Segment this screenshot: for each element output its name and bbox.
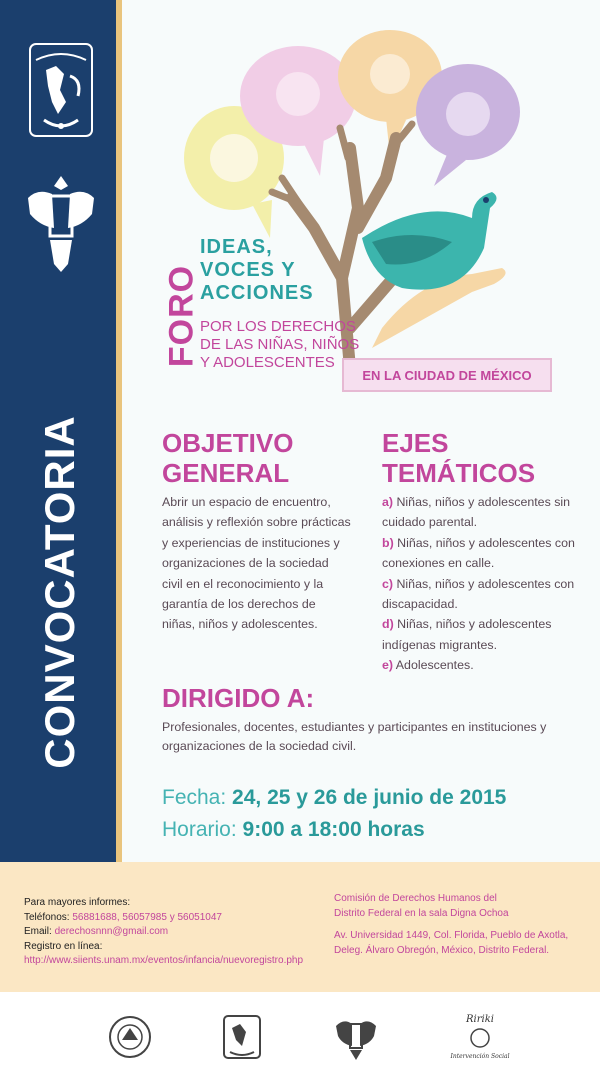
ejes-item-text: Adolescentes. xyxy=(395,658,474,673)
ejes-list xyxy=(382,492,582,676)
venue-block xyxy=(334,892,584,958)
title-line-1: IDEAS, xyxy=(200,236,273,258)
subtitle-line-1: POR LOS DERECHOS xyxy=(200,318,356,335)
cdhdf-logo-icon xyxy=(106,1010,154,1064)
fecha-value: 24, 25 y 26 de junio de 2015 xyxy=(232,786,507,809)
ejes-heading-line-2: TEMÁTICOS xyxy=(382,458,536,488)
email-label: Email: xyxy=(24,926,52,937)
unam-crest-icon xyxy=(26,40,96,140)
contact-intro: Para mayores informes: xyxy=(24,897,131,908)
ejes-item-text: Niñas, niños y adolescentes sin cuidado parental. xyxy=(382,495,571,530)
title-line-2: VOCES Y xyxy=(200,259,296,281)
registro-label: Registro en línea: xyxy=(24,940,103,952)
contact-phones xyxy=(24,911,324,926)
ejes-item-letter: a) xyxy=(382,495,394,509)
ejes-item-letter: b) xyxy=(382,535,394,550)
unam-logo-icon xyxy=(218,1010,266,1064)
info-footer xyxy=(0,862,600,992)
phones-label: Teléfonos: xyxy=(24,911,70,923)
city-box xyxy=(342,358,552,392)
side-band xyxy=(0,0,122,862)
ejes-item xyxy=(382,574,582,615)
objetivo-heading xyxy=(162,428,293,488)
eagle-crest-icon xyxy=(24,168,98,276)
objetivo-body: Abrir un espacio de encuentro, análisis y reflexión sobre prácticas y experiencias de instituciones y organizaciones de la sociedad civil en el reconocimiento y la garantía de los derechos de niñas, niños y adolescentes. xyxy=(162,495,351,632)
ejes-item-text: Niñas, niños y adolescentes indígenas migrantes. xyxy=(382,617,552,652)
ririki-bottom-text: Intervención Social xyxy=(450,1053,510,1060)
objetivo-heading-line-1: OBJETIVO xyxy=(162,428,294,458)
subtitle-line-2: DE LAS NIÑAS, NIÑOS xyxy=(200,336,360,353)
ejes-item-text: Niñas, niños y adolescentes con conexiones en calle. xyxy=(382,535,575,571)
phones-value: 56881688, 56057985 y 56051047 xyxy=(72,911,222,923)
foro-subtitle xyxy=(200,318,359,372)
ejes-item-text: Niñas, niños y adolescentes con discapacidad. xyxy=(382,576,575,612)
foro-title xyxy=(200,236,314,305)
ejes-item xyxy=(382,655,582,675)
registro-link[interactable]: http://www.siients.unam.mx/eventos/infancia/nuevoregistro.php xyxy=(24,955,304,966)
ejes-item-letter: d) xyxy=(382,617,394,632)
foro-vertical-label: FORO xyxy=(162,264,201,368)
ejes-heading xyxy=(382,428,535,488)
horario-value: 9:00 a 18:00 horas xyxy=(242,818,425,841)
tree-hands-illustration xyxy=(172,28,592,368)
venue-address-1: Av. Universidad 1449, Col. Florida, Pueblo de Axotla, xyxy=(334,930,569,941)
fecha-row xyxy=(162,786,506,810)
ejes-heading-line-1: EJES xyxy=(382,428,449,458)
city-label: EN LA CIUDAD DE MÉXICO xyxy=(362,367,532,383)
ririki-top-text: Ririki xyxy=(466,1014,494,1025)
email-link[interactable]: derechosnnn@gmail.com xyxy=(54,926,169,937)
logos-strip xyxy=(0,992,600,1080)
ejes-item xyxy=(382,492,582,533)
ejes-item xyxy=(382,533,582,574)
venue-address-2: Deleg. Álvaro Obregón, México, Distrito Federal. xyxy=(334,944,550,956)
convocatoria-title: CONVOCATORIA xyxy=(36,415,83,769)
dirigido-body: Profesionales, docentes, estudiantes y participantes en instituciones y organizaciones de la sociedad civil. xyxy=(162,720,547,753)
horario-row xyxy=(162,818,425,842)
contact-block xyxy=(24,896,324,969)
objetivo-heading-line-2: GENERAL xyxy=(162,458,290,488)
eagle-logo-icon xyxy=(332,1010,380,1064)
ririki-logo xyxy=(450,1010,510,1064)
title-line-3: ACCIONES xyxy=(200,282,314,304)
venue-line-2: Distrito Federal en la sala Digna Ochoa xyxy=(334,907,509,919)
dirigido-heading: DIRIGIDO A: xyxy=(162,683,315,713)
horario-label: Horario: xyxy=(162,818,237,841)
ejes-item xyxy=(382,614,582,655)
ejes-item-letter: e) xyxy=(382,658,394,673)
ejes-item-letter: c) xyxy=(382,576,394,591)
subtitle-line-3: Y ADOLESCENTES xyxy=(200,354,335,371)
fecha-label: Fecha: xyxy=(162,786,227,809)
venue-line-1: Comisión de Derechos Humanos del xyxy=(334,893,497,904)
contact-email xyxy=(24,925,324,940)
